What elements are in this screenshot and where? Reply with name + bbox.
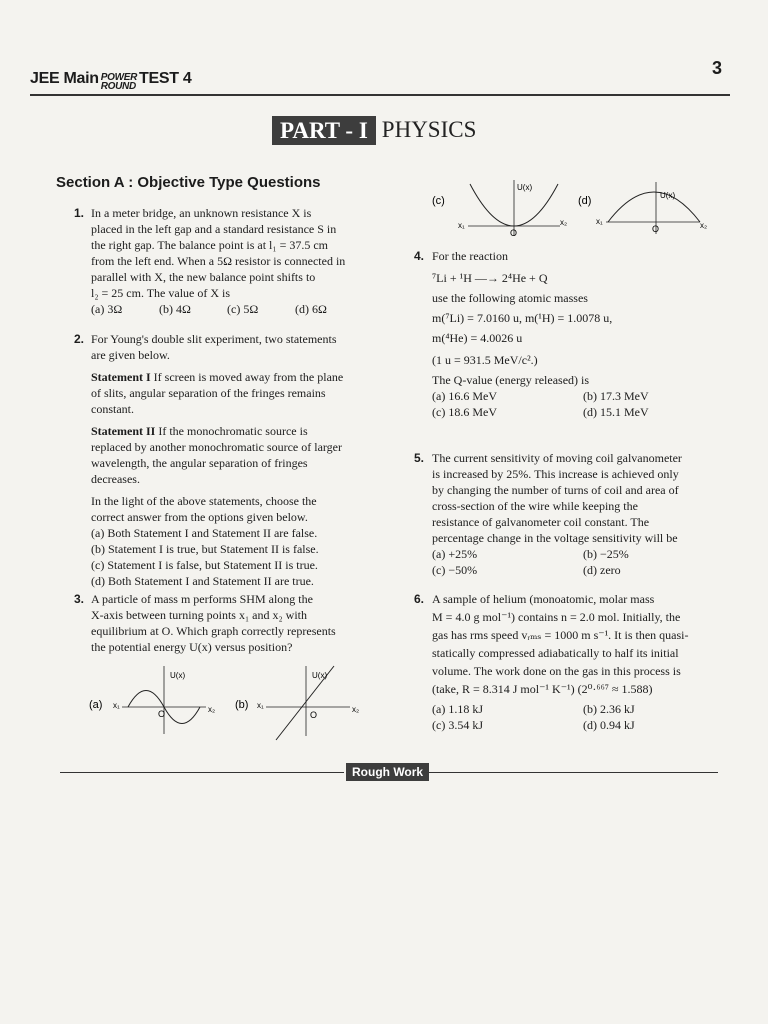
svg-text:x₂: x₂ [700,221,708,230]
graph-a [86,662,216,737]
q4-options [432,404,734,420]
nuclear-reaction: ⁷Li + ¹H —→ 2⁴He + Q [432,271,548,285]
q3-line: A particle of mass m performs SHM along the [91,592,313,606]
option-b[interactable]: (b) 2.36 kJ [583,702,635,716]
subject-label: PHYSICS [381,117,477,142]
page-number: 3 [711,58,722,78]
svg-text:O: O [652,224,660,234]
q2-line: of slits, angular separation of the fringes remains [91,386,326,400]
question-3 [74,591,386,655]
curve [608,192,700,222]
graph-d-label: (d) [578,195,592,207]
q4-line: (1 u = 931.5 MeV/c².) [432,353,538,367]
option-a[interactable]: (a) 16.6 MeV [432,389,497,403]
graph-d [576,178,716,240]
option-c[interactable]: (c) 3.54 kJ [432,718,483,732]
q5-line: by changing the number of turns of coil and area of [432,483,679,497]
option-d[interactable]: (d) 15.1 MeV [583,405,649,419]
q2-line: constant. [91,402,134,416]
q5-line: cross-section of the wire while keeping the [432,499,638,513]
graph-b-label: (b) [235,699,249,711]
option-b[interactable]: (b) 4Ω [159,302,191,316]
option-a[interactable]: (a) 1.18 kJ [432,702,483,716]
q6-line: gas has rms speed vᵣₘₛ = 1000 m s⁻¹. It is then quasi- [432,628,689,642]
option-b[interactable]: (b) Statement I is true, but Statement II is false. [91,542,319,556]
section-title: Section A : Objective Type Questions [56,174,321,191]
rough-work-rule-left [60,772,344,773]
q5-line: is increased by 25%. This increase is achieved only [432,467,679,481]
question-number: 3. [74,592,85,606]
option-c[interactable]: (c) 18.6 MeV [432,405,497,419]
q6-line: (take, R = 8.314 J mol⁻¹ K⁻¹) (2⁰·⁶⁶⁷ ≈ 1.588) [432,682,653,696]
q4-line: The Q-value (energy released) is [432,373,590,387]
option-d[interactable]: (d) zero [583,563,621,577]
svg-text:x₁: x₁ [458,221,465,230]
option-c[interactable]: (c) −50% [432,563,478,577]
svg-text:U(x): U(x) [517,183,533,192]
q6-options [432,717,734,733]
question-5 [414,450,734,578]
q5-line: resistance of galvanometer coil constant. The [432,515,650,529]
q2-line: replaced by another monochromatic source of larger [91,440,343,454]
q2-line: correct answer from the options given below. [91,510,308,524]
svg-text:x₁: x₁ [596,217,603,226]
q2-line: wavelength, the angular separation of fringes [91,456,308,470]
test-name: TEST 4 [139,70,192,87]
question-1 [74,205,386,317]
question-number: 2. [74,332,85,346]
q2-line: In the light of the above statements, choose the [91,494,317,508]
rough-work-rule-right [424,772,718,773]
question-6 [414,591,734,733]
q1-line: l₂ = 25 cm. The value of X is [91,286,231,300]
q3-line: the potential energy U(x) versus position? [91,640,293,654]
option-c[interactable]: (c) 5Ω [227,302,259,316]
q6-line: statically compressed adiabatically to half its initial [432,646,679,660]
option-d[interactable]: (d) 0.94 kJ [583,718,635,732]
svg-text:x₂: x₂ [560,218,568,227]
graph-c [430,178,580,240]
q3-line: equilibrium at O. Which graph correctly represents [91,624,336,638]
q3-line: X-axis between turning points x₁ and x₂ with [91,608,307,622]
svg-text:O: O [158,709,166,719]
q2-line: are given below. [91,348,170,362]
q4-line: m(⁷Li) = 7.0160 u, m(¹H) = 1.0078 u, [432,311,613,325]
statement-1: Statement I If screen is moved away from the plane [91,370,344,384]
q1-line: the right gap. The balance point is at l₁ = 37.5 cm [91,238,329,252]
svg-text:O: O [510,228,518,238]
svg-text:O: O [310,710,318,720]
power-round-logo: POWER ROUND [100,72,138,92]
q5-line: The current sensitivity of moving coil galvanometer [432,451,682,465]
part-label: PART - I [272,116,376,145]
q6-options [432,701,734,717]
question-number: 6. [414,592,425,606]
svg-text:x₂: x₂ [352,705,360,714]
svg-text:x₁: x₁ [257,701,264,710]
q2-line: decreases. [91,472,140,486]
graph-a-label: (a) [89,699,103,711]
q5-options [432,562,734,578]
q5-options [432,546,734,562]
question-number: 5. [414,451,425,465]
graph-c-label: (c) [432,195,445,207]
part-heading [272,115,482,145]
q4-line: use the following atomic masses [432,291,588,305]
q6-line: M = 4.0 g mol⁻¹) contains n = 2.0 mol. Initially, the [432,610,681,624]
exam-name: JEE Main [30,70,99,87]
svg-text:U(x): U(x) [170,671,186,680]
q6-line: A sample of helium (monoatomic, molar mass [432,592,655,606]
option-a[interactable]: (a) +25% [432,547,478,561]
question-2 [74,331,386,589]
option-d[interactable]: (d) 6Ω [295,302,327,316]
statement-2: Statement II If the monochromatic source is [91,424,308,438]
option-a[interactable]: (a) Both Statement I and Statement II are false. [91,526,318,540]
question-number: 4. [414,249,425,263]
q1-line: In a meter bridge, an unknown resistance X is [91,206,312,220]
q6-line: volume. The work done on the gas in this process is [432,664,681,678]
question-number: 1. [74,206,85,220]
q4-options [432,388,734,404]
rough-work-label: Rough Work [346,763,429,781]
q4-line: m(⁴He) = 4.0026 u [432,331,523,345]
option-a[interactable]: (a) 3Ω [91,302,123,316]
option-d[interactable]: (d) Both Statement I and Statement II are true. [91,574,314,588]
question-4 [414,248,734,420]
option-b[interactable]: (b) 17.3 MeV [583,389,649,403]
q1-line: placed in the left gap and a standard resistance S in [91,222,337,236]
q4-line: For the reaction [432,249,508,263]
q2-line: For Young's double slit experiment, two statements [91,332,337,346]
svg-text:x₂: x₂ [208,705,216,714]
svg-text:U(x): U(x) [660,191,676,200]
option-b[interactable]: (b) −25% [583,547,629,561]
header-divider [30,94,730,96]
svg-text:U(x): U(x) [312,671,328,680]
q1-line: from the left end. When a 5Ω resistor is connected in [91,254,346,268]
q5-line: percentage change in the voltage sensitivity will be [432,531,678,545]
graph-b [232,662,372,742]
option-c[interactable]: (c) Statement I is false, but Statement II is true. [91,558,318,572]
q1-line: parallel with X, the new balance point shifts to [91,270,316,284]
svg-text:x₁: x₁ [113,701,120,710]
running-header [30,70,191,94]
q1-options [91,301,386,317]
